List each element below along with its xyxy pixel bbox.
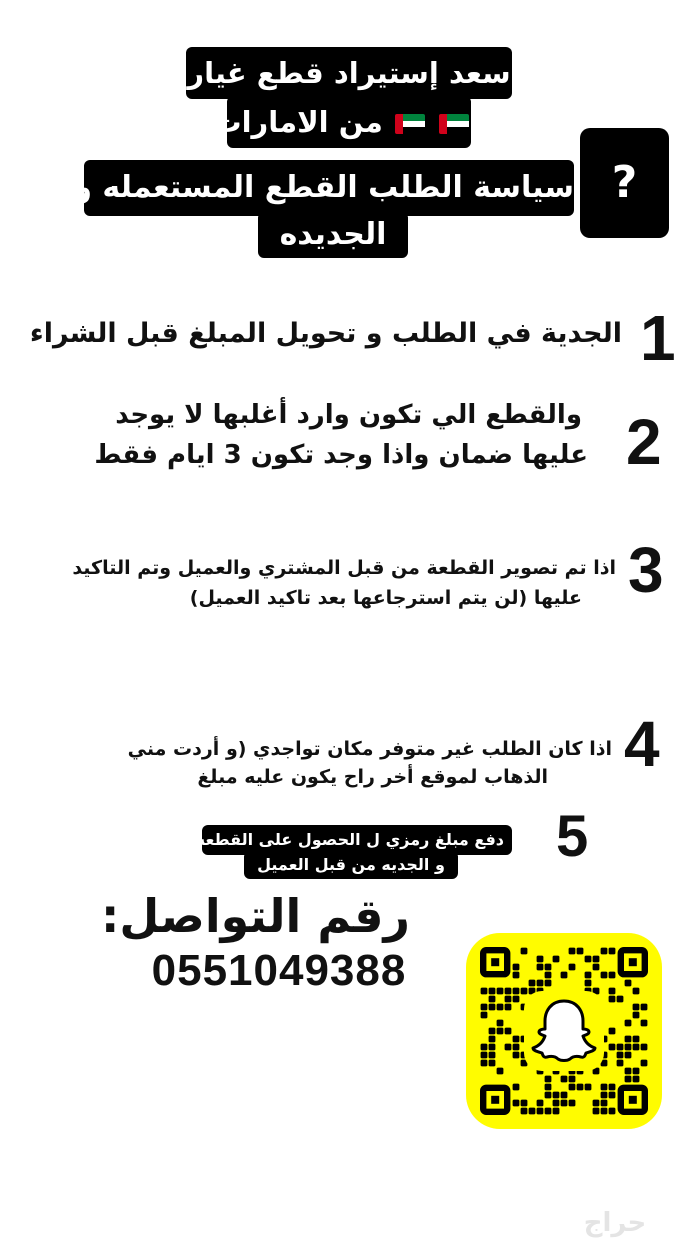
store-name-caption — [186, 47, 512, 99]
uae-flag-icon — [439, 114, 469, 134]
item-3-text-line-2: عليها (لن يتم استرجاعها بعد تاكيد العميل) — [189, 587, 582, 609]
uae-flag-icon — [395, 114, 425, 134]
item-number-1: 1 — [640, 302, 676, 374]
item-3-text-line-1: اذا تم تصوير القطعة من قبل المشتري والعميل وتم التاكيد — [72, 557, 616, 579]
item-5-text-line-1: دفع مبلغ رمزي ل الحصول على القطعه — [195, 830, 504, 849]
item-1-text: الجدية في الطلب و تحويل المبلغ قبل الشراء — [29, 318, 622, 349]
policy-title-line-2 — [258, 212, 408, 258]
snapchat-ghost-icon — [524, 991, 604, 1071]
item-5-caption-line-2 — [244, 851, 458, 879]
policy-title-line-1 — [73, 160, 574, 216]
store-name-text: سعد إستيراد قطع غيار — [187, 56, 511, 90]
item-4-text-line-1: اذا كان الطلب غير متوفر مكان تواجدي (و أردت مني — [127, 738, 612, 760]
contact-label: رقم التواصل: — [100, 889, 410, 943]
item-2-text-line-2: عليها ضمان واذا وجد تكون 3 ايام فقط — [94, 440, 588, 470]
item-2-text-line-1: والقطع الي تكون وارد أغلبها لا يوجد — [115, 400, 582, 430]
store-origin-text: من الامارات — [212, 105, 383, 139]
item-number-3: 3 — [628, 534, 664, 606]
policy-title-text-1: سياسة الطلب القطع المستعمله و — [73, 170, 574, 205]
snapchat-snapcode[interactable] — [466, 933, 662, 1129]
policy-title-text-2: الجديده — [279, 217, 387, 252]
question-mark-badge — [580, 128, 669, 238]
contact-phone-number[interactable]: 0551049388 — [151, 946, 407, 995]
item-number-4: 4 — [624, 708, 660, 780]
item-number-5: 5 — [556, 804, 589, 869]
store-origin-caption — [212, 96, 471, 148]
item-4-text-line-2: الذهاب لموقع أخر راح يكون عليه مبلغ — [197, 766, 548, 788]
question-mark-text: ? — [611, 157, 638, 208]
item-number-2: 2 — [626, 406, 662, 478]
haraj-watermark: حراج — [583, 1208, 647, 1238]
item-5-text-line-2: و الجديه من قبل العميل — [257, 855, 445, 874]
